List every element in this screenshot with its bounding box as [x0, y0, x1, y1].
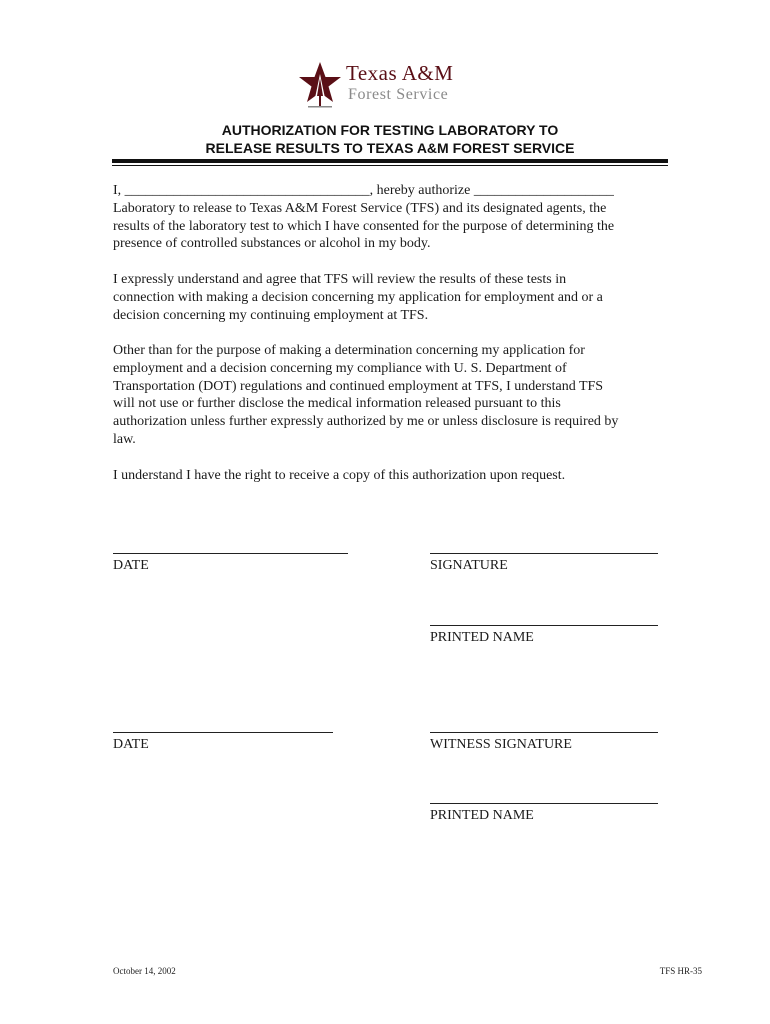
logo-wordmark-line2: Forest Service [348, 86, 449, 103]
copy-rights-paragraph [113, 467, 663, 485]
star-tree-icon [298, 60, 342, 110]
paragraph-line: decision concerning my continuing employment at TFS. [113, 307, 429, 323]
logo-wordmark-line1: Texas A&M [346, 61, 454, 85]
paragraph-line: employment and a decision concerning my compliance with U. S. Department of [113, 360, 567, 376]
authorization-paragraph [113, 182, 663, 253]
paragraph-line: Other than for the purpose of making a determination concerning my application for [113, 343, 585, 358]
paragraph-line: connection with making a decision concerning my application for employment and or a [113, 289, 603, 305]
date-label-1: DATE [113, 558, 149, 573]
signature-label: SIGNATURE [430, 558, 508, 573]
footer-date: October 14, 2002 [113, 966, 176, 976]
printed-name-line-1[interactable] [430, 625, 658, 626]
signature-line[interactable] [430, 553, 658, 554]
paragraph-line: Laboratory to release to Texas A&M Forest Service (TFS) and its designated agents, the [113, 200, 607, 216]
printed-name-label-2: PRINTED NAME [430, 808, 534, 823]
date-line-1[interactable] [113, 553, 348, 554]
printed-name-label-1: PRINTED NAME [430, 630, 534, 645]
paragraph-line: Transportation (DOT) regulations and continued employment at TFS, I understand TFS [113, 378, 604, 394]
date-label-2: DATE [113, 737, 149, 752]
paragraph-line: presence of controlled substances or alcohol in my body. [113, 236, 431, 252]
paragraph-line: I, ___________________________________, hereby authorize ____________________ [113, 183, 614, 198]
understanding-paragraph [113, 271, 663, 324]
paragraph-line: I understand I have the right to receive a copy of this authorization upon request. [113, 468, 566, 483]
paragraph-line: I expressly understand and agree that TFS will review the results of these tests in [113, 272, 567, 287]
title-divider-thin [112, 165, 668, 166]
paragraph-line: authorization unless further expressly authorized by me or unless disclosure is required by [113, 414, 619, 430]
paragraph-line: law. [113, 431, 136, 447]
title-divider [112, 159, 668, 163]
date-line-2[interactable] [113, 732, 333, 733]
witness-signature-line[interactable] [430, 732, 658, 733]
document-title-line2: RELEASE RESULTS TO TEXAS A&M FOREST SERVICE [205, 140, 575, 156]
document-title-line1: AUTHORIZATION FOR TESTING LABORATORY TO [221, 122, 559, 138]
disclosure-paragraph [113, 342, 663, 449]
paragraph-line: will not use or further disclose the medical information released pursuant to this [113, 396, 561, 412]
texas-am-forest-service-logo [298, 60, 488, 110]
paragraph-line: results of the laboratory test to which I have consented for the purpose of determining the [113, 218, 615, 234]
footer-form-id: TFS HR-35 [659, 966, 702, 976]
witness-signature-label: WITNESS SIGNATURE [430, 737, 572, 752]
printed-name-line-2[interactable] [430, 803, 658, 804]
